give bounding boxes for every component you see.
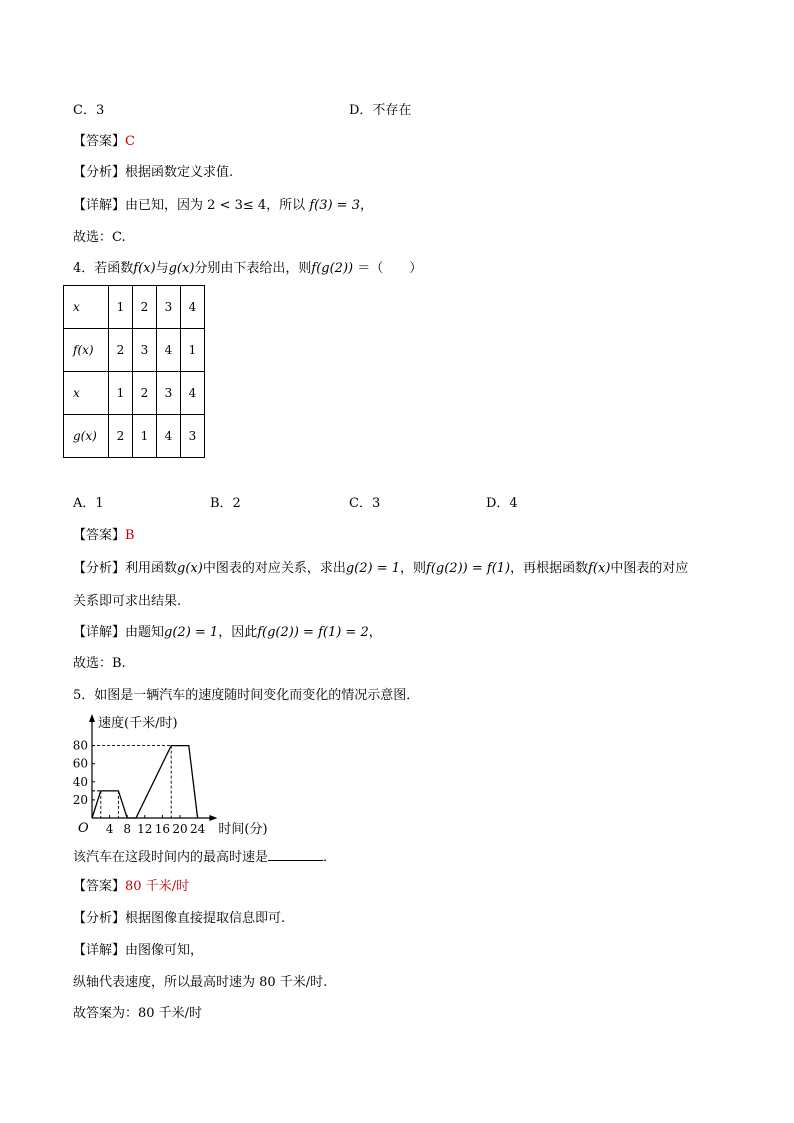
analysis-tag: 【分析】 — [73, 561, 126, 576]
q3-choose: 故选：C. — [73, 230, 126, 245]
analysis-g2: g(2) = 1 — [345, 561, 401, 576]
q4-stem-text: 分别由下表给出，则 — [194, 261, 312, 276]
y-tick-label: 80 — [72, 738, 88, 753]
table-cell: 2 — [109, 415, 133, 458]
q4-option-a: A．1 — [73, 496, 104, 511]
x-axis-label: 时间(分) — [218, 822, 268, 837]
q5-detail-line3: 故答案为：80 千米/时 — [73, 1006, 203, 1021]
table-row-header: x — [64, 286, 109, 329]
table-cell: 3 — [157, 372, 181, 415]
detail-expression: f(3) = 3 — [309, 198, 360, 213]
analysis-text: 利用函数 — [125, 561, 178, 576]
detail-text: ， — [368, 625, 382, 640]
x-tick-label: 12 — [137, 822, 153, 836]
q5-answer — [73, 877, 189, 897]
analysis-text: 中图表的对应 — [610, 561, 689, 576]
table-row — [64, 329, 205, 372]
y-axis-arrow — [89, 714, 95, 722]
q4-option-d: D．4 — [486, 496, 518, 511]
x-tick-label: 8 — [123, 822, 132, 836]
table-row — [64, 286, 205, 329]
q5-analysis — [73, 909, 285, 929]
q4-stem — [73, 259, 422, 279]
table-cell: 1 — [181, 329, 205, 372]
table-cell: 2 — [133, 372, 157, 415]
analysis-text: 根据函数定义求值. — [125, 165, 234, 180]
q3-detail — [73, 196, 373, 216]
x-tick-label: 20 — [172, 822, 188, 836]
table-cell: 3 — [181, 415, 205, 458]
table-row — [64, 415, 205, 458]
q4-stem-text: 4．若函数 — [73, 261, 134, 276]
detail-text: 由图像可知， — [125, 943, 204, 958]
detail-text: ，所以 — [266, 198, 306, 213]
origin-label: O — [78, 821, 89, 836]
table-cell: 3 — [157, 286, 181, 329]
analysis-text: ，再根据函数 — [510, 561, 589, 576]
q4-analysis-line2: 关系即可求出结果. — [73, 594, 182, 609]
detail-tag: 【详解】 — [73, 198, 126, 213]
speed-line — [92, 746, 198, 818]
analysis-fg: f(g(2)) = f(1) — [426, 561, 511, 576]
answer-value: B — [125, 528, 135, 543]
answer-tag: 【答案】 — [73, 134, 126, 149]
q5-question — [73, 846, 336, 868]
detail-text: ， — [359, 198, 373, 213]
table-row-header: f(x) — [64, 329, 109, 372]
q4-stem-expr: f(g(2)) — [311, 261, 354, 276]
y-tick-label: 40 — [72, 774, 88, 789]
table-cell: 1 — [109, 286, 133, 329]
x-tick-label: 16 — [154, 822, 171, 836]
y-tick-label: 20 — [72, 792, 88, 807]
detail-g2: g(2) = 1 — [164, 625, 219, 640]
table-cell: 4 — [157, 329, 181, 372]
x-axis-arrow — [209, 815, 217, 821]
detail-text: 由已知，因为 — [125, 198, 204, 213]
table-row-header: g(x) — [64, 415, 109, 458]
x-tick-label: 24 — [189, 822, 206, 836]
q3-answer — [73, 132, 135, 152]
q3-option-c: C．3 — [73, 103, 105, 118]
q4-option-b: B．2 — [210, 496, 241, 511]
analysis-tag: 【分析】 — [73, 911, 126, 926]
answer-value: C — [125, 134, 135, 149]
detail-tag: 【详解】 — [73, 625, 126, 640]
q4-analysis — [73, 559, 688, 579]
detail-text: ，因此 — [218, 625, 258, 640]
q3-option-d: D．不存在 — [349, 103, 412, 118]
table-cell: 4 — [181, 286, 205, 329]
analysis-fx: f(x) — [588, 561, 611, 576]
table-row-header: x — [64, 372, 109, 415]
detail-tag: 【详解】 — [73, 943, 126, 958]
table-cell: 1 — [133, 415, 157, 458]
detail-text: 由题知 — [125, 625, 165, 640]
analysis-tag: 【分析】 — [73, 165, 126, 180]
detail-inequality: 2 < 3≤ 4 — [207, 198, 267, 213]
detail-expression: f(g(2)) = f(1) = 2 — [257, 625, 369, 640]
speed-time-chart — [68, 712, 368, 837]
y-tick-label: 60 — [72, 756, 88, 771]
q5-question-text: ． — [323, 850, 337, 865]
analysis-text: ，则 — [400, 561, 427, 576]
q4-stem-text: ＝（ ） — [353, 261, 423, 276]
answer-value: 80 千米/时 — [125, 879, 190, 894]
q4-stem-text: 与 — [155, 261, 169, 276]
analysis-text: 中图表的对应关系，求出 — [202, 561, 346, 576]
answer-tag: 【答案】 — [73, 528, 126, 543]
q4-detail — [73, 623, 382, 643]
q5-detail-line2: 纵轴代表速度，所以最高时速为 80 千米/时. — [73, 975, 328, 990]
table-cell: 2 — [133, 286, 157, 329]
x-tick-label: 4 — [105, 822, 114, 836]
q4-choose: 故选：B. — [73, 656, 126, 671]
table-cell: 4 — [181, 372, 205, 415]
answer-tag: 【答案】 — [73, 879, 126, 894]
table-row — [64, 372, 205, 415]
q3-analysis — [73, 163, 233, 183]
analysis-gx: g(x) — [177, 561, 203, 576]
table-cell: 3 — [133, 329, 157, 372]
q4-option-c: C．3 — [349, 496, 381, 511]
answer-blank — [268, 846, 323, 861]
q4-stem-fx: f(x) — [133, 261, 156, 276]
analysis-text: 根据图像直接提取信息即可. — [125, 911, 286, 926]
table-cell: 4 — [157, 415, 181, 458]
function-table — [63, 285, 205, 458]
q5-detail — [73, 941, 203, 961]
q4-stem-gx: g(x) — [168, 261, 195, 276]
table-cell: 1 — [109, 372, 133, 415]
q4-answer — [73, 526, 135, 546]
y-axis-label: 速度(千米/时) — [98, 716, 178, 731]
q5-stem: 5．如图是一辆汽车的速度随时间变化而变化的情况示意图． — [73, 688, 420, 703]
q5-question-text: 该汽车在这段时间内的最高时速是 — [73, 850, 269, 865]
table-cell: 2 — [109, 329, 133, 372]
